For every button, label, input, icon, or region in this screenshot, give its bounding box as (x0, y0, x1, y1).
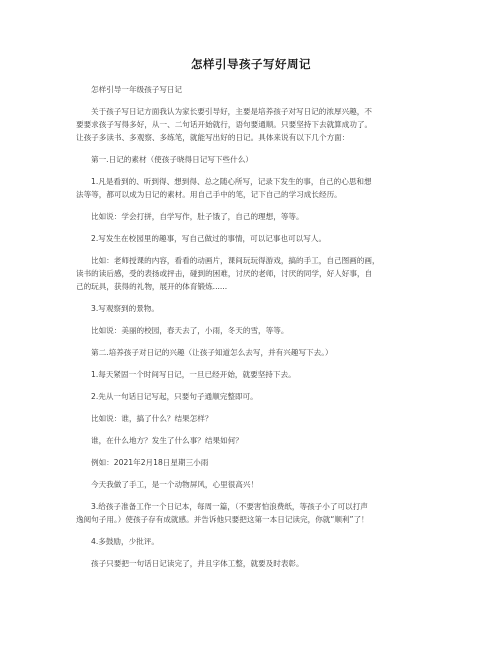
paragraph-line: 关于孩子写日记方面我认为家长要引导好，主要是培养孩子对写日记的浓厚兴趣，不 (91, 107, 372, 116)
paragraph-line: 谁，在什么地方？发生了什么事？结果如何？ (91, 436, 243, 445)
section-heading: 第二.培养孩子对日记的兴趣（让孩子知道怎么去写，并有兴趣写下去。） (91, 348, 333, 357)
paragraph-line: 逸阅句子用。）使孩子存有成就感。并告诉他只要把这第一本日记读完，你就“顺利”了！ (76, 515, 369, 524)
paragraph-line: 要要求孩子写得多好，从一、二句话开始就行，语句要通顺。只要坚持下去就算成功了。 (76, 120, 373, 129)
paragraph-line: 2.写发生在校园里的趣事，写自己做过的事情，可以记事也可以写人。 (91, 234, 327, 243)
paragraph-line: 1.每天紧固一个时间写日记，一旦已经开始，就要坚持下去。 (91, 370, 296, 379)
paragraph-line: 3.写观察到的景物。 (91, 304, 159, 313)
subtitle-line: 怎样引导一年级孩子写日记 (91, 85, 183, 94)
paragraph-line: 让孩子多读书、多观察、多练笔，就能写出好的日记。具体来说有以下几个方面： (76, 133, 350, 142)
paragraph-line: 比如说：谁，搞了什么？结果怎样？ (91, 414, 213, 423)
paragraph-line: 比如说：学会打拼，自学写作，肚子饿了，自己的理想，等等。 (91, 212, 304, 221)
paragraph-line: 今天我做了手工，是一个动物屏风，心里很高兴！ (91, 480, 259, 489)
paragraph-line: 法等等，都可以成为日记的素材。用自己手中的笔，记下自己的学习成长经历。 (76, 190, 342, 199)
paragraph-line: 3.给孩子准备工作一个日记本，每周一篇，（不要害怕浪费纸，等孩子小了可以打声 (91, 502, 368, 511)
paragraph-line: 例如：2021年2月18日星期三小雨 (91, 458, 209, 467)
document-title: 怎样引导孩子写好周记 (191, 57, 311, 71)
paragraph-line: 读书的读后感，受的表扬或抨击，碰到的困难，讨厌的老师，讨厌的同学，好人好事，自 (76, 269, 373, 278)
paragraph-line: 比如：老师授课的内容，看看的动画片，课间玩玩得游戏，搞的手工，自己图画的画， (91, 256, 380, 265)
paragraph-line: 2.先从一句话日记写起，只要句子通顺完整即可。 (91, 392, 258, 401)
paragraph-line: 4.多鼓励，少批评。 (91, 537, 159, 546)
paragraph-line: 孩子只要把一句话日记读完了，并且字体工整，就要及时表彰。 (91, 559, 304, 568)
paragraph-line: 己的玩具，获得的礼物，展开的体育锻炼...... (76, 282, 228, 291)
paragraph-line: 1.凡是看到的、听到得、想到得、总之随心所写，记录下发生的事，自己的心思和想 (91, 177, 372, 186)
section-heading: 第一.日记的素材（使孩子晓得日记写下些什么） (91, 155, 253, 164)
paragraph-line: 比如说：美丽的校园，春天去了，小雨，冬天的雪，等等。 (91, 326, 289, 335)
